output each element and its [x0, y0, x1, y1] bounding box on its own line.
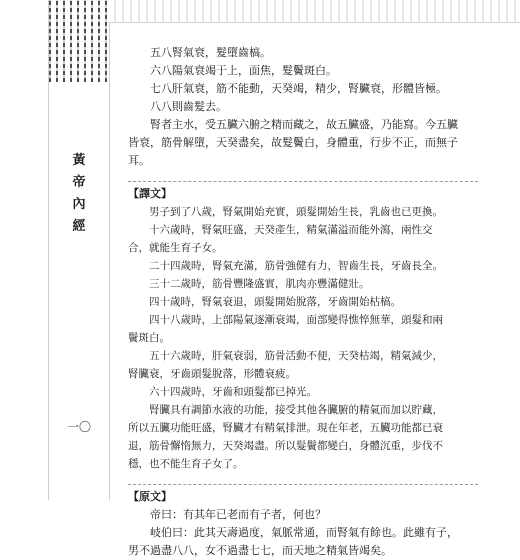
text-line: 二十四歲時，腎氣充滿，筋骨強健有力，智齒生長，牙齒長全。: [149, 260, 443, 272]
text-line: 岐伯曰：此其天壽過度，氣脈常通，而腎氣有餘也。此雖有子，: [150, 526, 458, 539]
text-line: 退，筋骨懈惰無力，天癸竭盡。所以髮鬢都變白，身體沉重，步伐不: [128, 440, 443, 452]
text-line: 合，就能生育子女。: [128, 242, 223, 254]
book-title-char: 內: [72, 197, 86, 212]
fret-overlay: [49, 0, 109, 82]
text-line: 四十歲時，腎氣衰退，頭髮開始脫落，牙齒開始枯槁。: [149, 296, 401, 308]
section-divider: [128, 484, 478, 485]
text-line: 三十二歲時，筋骨豐隆盛實，肌肉亦豐滿健壯。: [149, 278, 370, 290]
text-line: 六八陽氣衰竭于上，面焦，髮鬢斑白。: [150, 64, 337, 77]
text-line: 男不過盡八八，女不過盡七七，而天地之精氣皆竭矣。: [128, 544, 392, 557]
translation-label: 【譯文】: [128, 187, 172, 200]
text-line: 耳。: [128, 154, 150, 167]
text-line: 五十六歲時，肝氣衰弱，筋骨活動不便，天癸枯竭，精氣減少，: [149, 350, 443, 362]
main-text: [128, 44, 478, 560]
book-title-vertical: [49, 150, 109, 238]
book-title-char: 帝: [72, 175, 86, 190]
text-line: 五八腎氣衰，髮墮齒槁。: [150, 46, 271, 59]
text-line: 四十八歲時，上部陽氣逐漸衰竭，面部變得憔悴無華，頭髮和兩: [149, 314, 443, 326]
text-line: 七八肝氣衰，筋不能動，天癸竭，精少，腎臟衰，形體皆極。: [150, 82, 447, 95]
text-line: 男子到了八歲，腎氣開始充實，頭髮開始生長，乳齒也已更換。: [149, 206, 443, 218]
text-line: 六十四歲時，牙齒和頭髮都已掉光。: [149, 386, 317, 398]
section-divider: [128, 181, 478, 182]
translation-body: [128, 203, 478, 473]
book-title-char: 經: [72, 219, 86, 234]
gap: [128, 170, 478, 181]
text-line: 帝曰：有其年已老而有子者，何也？: [150, 508, 326, 521]
text-line: 穩，也不能生育子女了。: [128, 458, 244, 470]
text-line: 八八則齒髮去。: [150, 100, 227, 113]
top-border-decoration: [108, 0, 520, 23]
text-line: 腎臟衰，牙齒頭髮脫落，形體衰疲。: [128, 368, 296, 380]
text-line: 鬢斑白。: [128, 332, 170, 344]
text-line: 十六歲時，腎氣旺盛，天癸產生，精氣滿溢而能外瀉，兩性交: [149, 224, 433, 236]
gap: [128, 473, 478, 484]
margin-sidebar: [48, 0, 110, 500]
text-line: 腎者主水，受五臟六腑之精而藏之，故五臟盛，乃能寫。今五臟: [150, 118, 458, 131]
text-line: 皆衰，筋骨解墮，天癸盡矣，故髮鬢白，身體重，行步不正，而無子: [128, 136, 458, 149]
book-title-char: 黃: [72, 153, 86, 168]
text-line: 腎臟具有調節水液的功能，接受其他各臟腑的精氣而加以貯藏，: [149, 404, 443, 416]
original-label: 【原文】: [128, 490, 172, 503]
page-number: 一〇: [66, 420, 91, 434]
text-line: 所以五臟功能旺盛，腎臟才有精氣排泄。現在年老，五臟功能都已衰: [128, 422, 443, 434]
